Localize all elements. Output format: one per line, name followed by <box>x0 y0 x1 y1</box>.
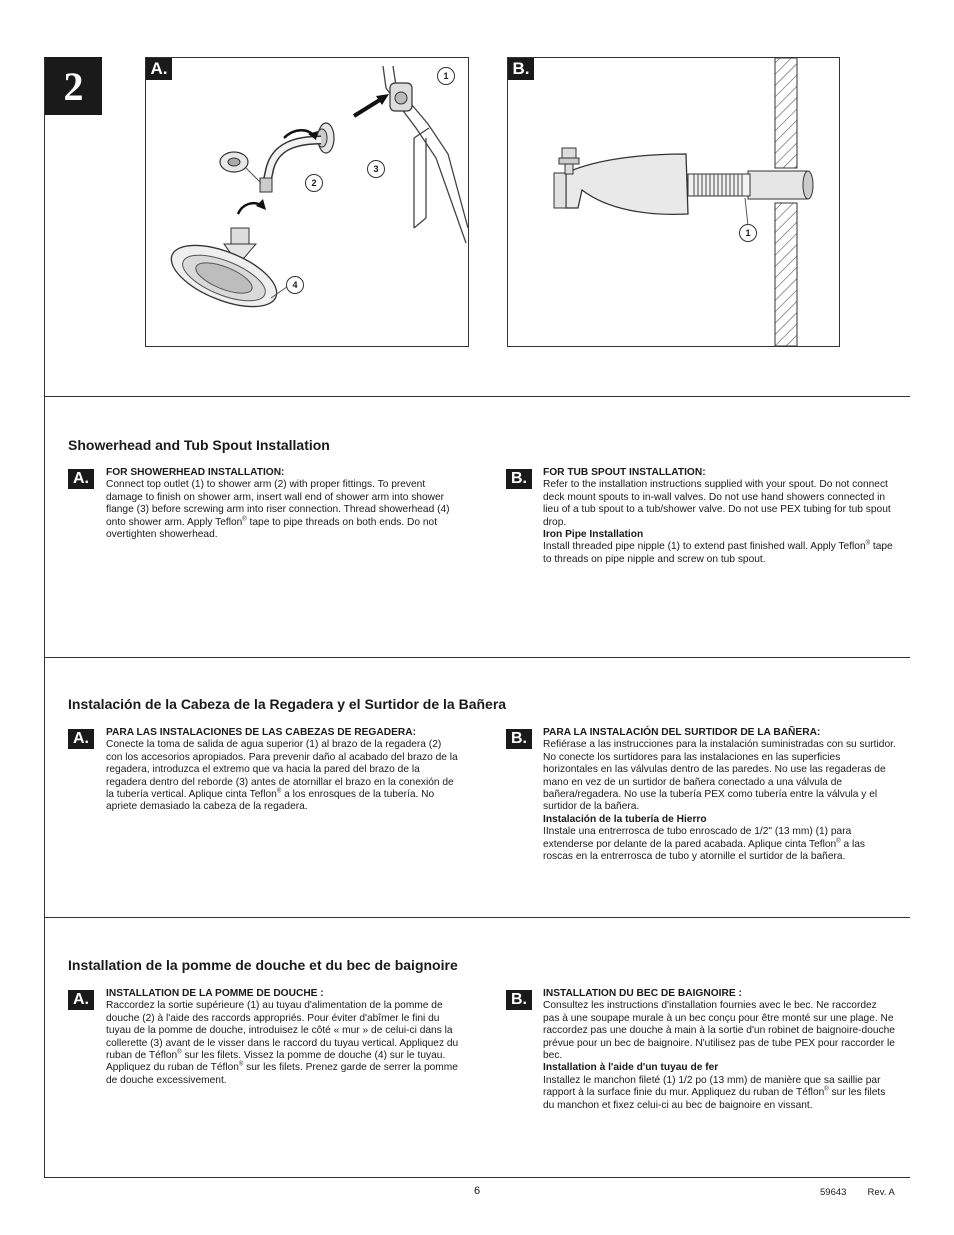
section-title-english: Showerhead and Tub Spout Installation <box>68 437 330 453</box>
english-b-block <box>543 467 895 566</box>
divider-1 <box>44 396 910 397</box>
page-number: 6 <box>473 1185 481 1197</box>
english-b-text: Refer to the installation instructions supplied with your spout. Do not connect deck mount spouts to in-wall valves. Do not use hand showers connected in lieu of a tub spout to a tub/shower valve. Do not use PEX tubing for tub spout drop. <box>543 479 891 528</box>
figure-panel-b <box>507 57 840 347</box>
tub-spout-illustration <box>508 58 839 346</box>
left-frame-line <box>44 57 45 1177</box>
divider-4 <box>44 1177 910 1178</box>
spanish-a-block <box>106 727 460 814</box>
section-title-spanish: Instalación de la Cabeza de la Regadera y el Surtidor de la Bañera <box>68 696 507 712</box>
divider-3 <box>44 917 910 918</box>
section-title-french: Installation de la pomme de douche et du bec de baignoire <box>68 957 458 973</box>
english-a-heading: FOR SHOWERHEAD INSTALLATION: <box>106 467 285 478</box>
spanish-b-heading: PARA LA INSTALACIÓN DEL SURTIDOR DE LA BAÑERA: <box>543 727 821 738</box>
french-b-text: Consultez les instructions d'installation fournies avec le bec. Ne raccordez pas à une soupape murale à un bec conçu pour être monté sur une plage. Ne raccordez pas une douche à main à la sortie d'un robinet de baignoire-douche prévue pour un bec de baignoire. N'utilisez pas de tube PEX pour raccorder le bec. <box>543 1000 895 1062</box>
spanish-b-text: Refiérase a las instrucciones para la instalación suministradas con su surtidor. No conecte los surtidores para las instalaciones en las superficies horizontales en las válvulas dentro de las paredes. No use las regaderas de mano en vez de un surtidor de bañera conectado a una válvula de bañera/regadera. No use la tubería PEX como tubería entre la válvula y el surtidor de la bañera. <box>543 739 896 813</box>
revision-label: Rev. A <box>867 1187 895 1198</box>
french-b-block <box>543 988 895 1112</box>
english-b-badge: B. <box>506 469 532 489</box>
spanish-a-heading: PARA LAS INSTALACIONES DE LAS CABEZAS DE REGADERA: <box>106 727 416 738</box>
step-number-badge: 2 <box>45 57 102 115</box>
panel-b-letter: B. <box>508 58 534 80</box>
french-a-heading: INSTALLATION DE LA POMME DE DOUCHE : <box>106 988 324 999</box>
figure-panel-a <box>145 57 469 347</box>
french-b-badge: B. <box>506 990 532 1010</box>
callout-2: 2 <box>305 174 323 192</box>
spanish-a-badge: A. <box>68 729 94 749</box>
spanish-a-text: Conecte la toma de salida de agua superior (1) al brazo de la regadera (2) con los accesorios apropiados. Para prevenir daño al acabado del brazo de la regadera, introduzca el extremo que va hacia la pared del brazo de la regadera dentro del reborde (3) antes de atornillar el brazo en la conexión de la tubería vertical. Aplique cinta Teflon® a los enrosques de la tubería. No apriete demasiado la cabeza de la regadera. <box>106 739 458 813</box>
english-b-heading: FOR TUB SPOUT INSTALLATION: <box>543 467 706 478</box>
french-a-text: Raccordez la sortie supérieure (1) au tuyau d'alimentation de la pomme de douche (2) à l'aide des raccords appropriés. Pour éviter d'abîmer le fini du tuyau de la pomme de douche, introduisez le côté « mur » de celui-ci dans la collerette (3) avant de le visser dans le raccord du tuyau vertical. Appliquez du ruban de Téflon® sur les filets. Vissez la pomme de douche (4) sur le tuyau. Appliquez du ruban de Téflon® sur les filets. Prenez garde de serrer la pomme de douche excessivement. <box>106 1000 459 1086</box>
french-b-heading: INSTALLATION DU BEC DE BAIGNOIRE : <box>543 988 742 999</box>
spanish-b-subheading: Instalación de la tubería de Hierro <box>543 813 707 825</box>
panel-a-letter: A. <box>146 58 172 80</box>
document-reference <box>820 1187 895 1198</box>
english-b-subheading: Iron Pipe Installation <box>543 529 644 541</box>
french-a-block <box>106 988 460 1087</box>
french-a-badge: A. <box>68 990 94 1010</box>
callout-3: 3 <box>367 160 385 178</box>
english-b-subtext: Install threaded pipe nipple (1) to extend past finished wall. Apply Teflon® tape to threads on pipe nipple and screw on tub spout. <box>543 541 893 565</box>
french-b-subtext: Installez le manchon fileté (1) 1/2 po (13 mm) de manière que sa saillie par rapport à la surface finie du mur. Appliquez du ruban de Téflon® sur les filets du manchon et fixez celui-ci au bec de baignoire en vissant. <box>543 1074 886 1111</box>
english-a-block <box>106 467 460 541</box>
french-b-subheading: Installation à l'aide d'un tuyau de fer <box>543 1062 719 1074</box>
callout-b-1: 1 <box>739 224 757 242</box>
divider-2 <box>44 657 910 658</box>
document-number: 59643 <box>820 1187 847 1198</box>
english-a-badge: A. <box>68 469 94 489</box>
callout-1: 1 <box>437 67 455 85</box>
spanish-b-subtext: IInstale una entrerrosca de tubo enroscado de 1/2" (13 mm) (1) para extenderse por delante de la pared acabada. Aplique cinta Teflon® a las roscas en la entrerrosca de tubo y atornille el surtidor de la bañera. <box>543 826 865 863</box>
spanish-b-badge: B. <box>506 729 532 749</box>
callout-4: 4 <box>286 276 304 294</box>
spanish-b-block <box>543 727 897 863</box>
showerhead-illustration <box>146 58 468 346</box>
english-a-text: Connect top outlet (1) to shower arm (2) with proper fittings. To prevent damage to finish on shower arm, insert wall end of shower arm into shower flange (3) before screwing arm into riser connection. Thread showerhead (4) onto shower arm. Apply Teflon® tape to pipe threads on both ends. Do not overtighten showerhead. <box>106 479 450 541</box>
